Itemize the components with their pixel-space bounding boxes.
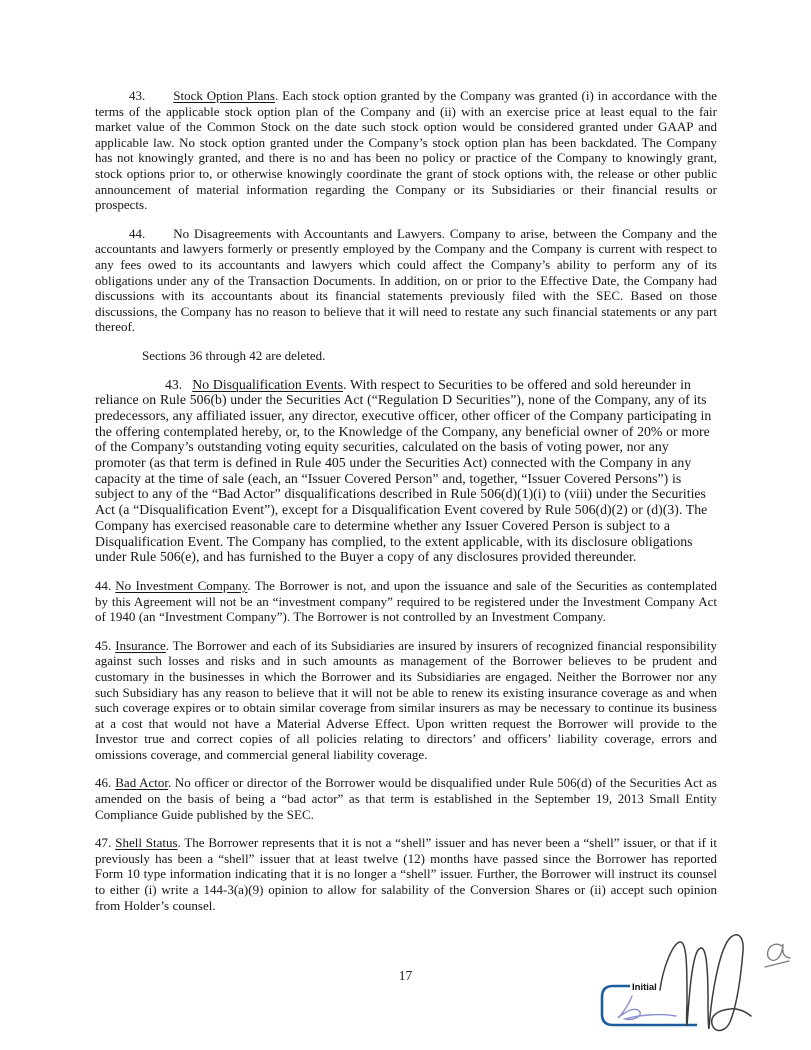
paragraph-44-no-investment-company bbox=[95, 578, 717, 625]
paragraph-text: . Each stock option granted by the Company was granted (i) in accordance with the terms of the applicable stock option plan of the Company and (ii) with an exercise price at least equal to the fair market value of the Common Stock on the date such stock option would be considered granted under GAAP and applicable law. No stock option granted under the Company’s stock option plan has been backdated. The Company has not knowingly granted, and there is no and has been no policy or practice of the Company to knowingly grant, stock options prior to, or otherwise knowingly coordinate the grant of stock options with, the release or other public announcement of material information regarding the Company or its Subsidiaries or their financial results or prospects. bbox=[95, 88, 717, 213]
paragraph-text: . With respect to Securities to be offered and sold hereunder in reliance on Rule 506(b) under the Securities Act (“Regulation D Securities”), none of the Company, any of its predecessors, any affiliated issuer, any director, executive officer, other officer of the Company participating in the offering contemplated hereby, or, to the Knowledge of the Company, any beneficial owner of 20% or more of the Company’s outstanding voting equity securities, calculated on the basis of voting power, nor any promoter (as that term is defined in Rule 405 under the Securities Act) connected with the Company in any capacity at the time of sale (each, an “Issuer Covered Person” and, together, “Issuer Covered Persons”) is subject to any of the “Bad Actor” disqualifications described in Rule 506(d)(1)(i) to (viii) under the Securities Act (a “Disqualification Event”), except for a Disqualification Event covered by Rule 506(d)(2) or (d)(3). The Company has exercised reasonable care to determine whether any Issuer Covered Person is subject to a Disqualification Event. The Company has complied, to the extent applicable, with its disclosure obligations under Rule 506(e), and has furnished to the Buyer a copy of any disclosures provided thereunder. bbox=[95, 376, 712, 565]
sections-deleted-note bbox=[95, 348, 717, 364]
paragraph-text: . The Borrower represents that it is not a “shell” issuer and has never been a “shell” issuer, or that if it previously has been a “shell” issuer that at least twelve (12) months have passed since the Borrower has reported Form 10 type information indicating that it is no longer a “shell” issuer. Further, the Borrower will instruct its counsel to either (i) write a 144-3(a)(9) opinion to allow for salability of the Conversion Shares or (ii) accept such opinion from Holder’s counsel. bbox=[95, 835, 717, 913]
page-number: 17 bbox=[398, 968, 413, 983]
section-number: 44. bbox=[95, 577, 112, 593]
section-number: 45. bbox=[95, 637, 112, 653]
paragraph-text: Company to arise, between the Company and the accountants and lawyers formerly or presently employed by the Company and the Company is current with respect to any fees owed to its accountants and lawyers which could affect the Company’s ability to perform any of its obligations under any of the Transaction Documents. In addition, on or prior to the Effective Date, the Company had discussions with its accountants about its financial statements previously filed with the SEC. Based on those discussions, the Company has no reason to believe that it will need to restate any such financial statements or any part thereof. bbox=[95, 225, 717, 335]
signature-ink bbox=[660, 935, 790, 1031]
paragraph-44-no-disagreements bbox=[95, 226, 717, 335]
section-heading: No Disagreements with Accountants and Lawyers. bbox=[173, 225, 445, 241]
note-text: Sections 36 through 42 are deleted. bbox=[142, 347, 326, 363]
section-number: 47. bbox=[95, 835, 112, 851]
paragraph-47-shell-status bbox=[95, 835, 717, 913]
document-body bbox=[95, 88, 717, 926]
section-heading: Insurance bbox=[115, 637, 166, 653]
paragraph-text: . The Borrower is not, and upon the issuance and sale of the Securities as contemplated by this Agreement will not be an “investment company” required to be registered under the Investment Company Act of 1940 (an “Investment Company”). The Borrower is not controlled by an Investment Company. bbox=[95, 577, 717, 625]
section-heading: No Disqualification Events bbox=[192, 376, 344, 392]
initial-field[interactable] bbox=[602, 982, 697, 1025]
initial-label: Initial bbox=[632, 982, 657, 993]
section-heading: No Investment Company bbox=[115, 577, 248, 593]
section-number: 43. bbox=[129, 88, 146, 103]
section-heading: Bad Actor bbox=[115, 775, 169, 791]
paragraph-45-insurance bbox=[95, 638, 717, 763]
paragraph-43-stock-option-plans bbox=[95, 88, 717, 213]
paragraph-46-bad-actor bbox=[95, 775, 717, 822]
section-number: 44. bbox=[129, 225, 146, 241]
signature-superscript-a bbox=[765, 944, 790, 967]
paragraph-text: . The Borrower and each of its Subsidiaries are insured by insurers of recognized financial responsibility against such losses and risks and in such amounts as management of the Borrower believes to be prudent and customary in the businesses in which the Borrower and its Subsidiaries are engaged. Neither the Borrower nor any such Subsidiary has any reason to believe that it will not be able to renew its existing insurance coverage as and when such coverage expires or to obtain similar coverage from similar insurers as may be necessary to continue its business at a cost that would not have a Material Adverse Effect. Upon written request the Borrower will provide to the Investor true and correct copies of all policies relating to directors’ and officers’ liability coverage, errors and omissions coverage, and commercial general liability coverage. bbox=[95, 637, 717, 762]
section-heading: Shell Status bbox=[115, 835, 178, 851]
paragraph-text: . No officer or director of the Borrower would be disqualified under Rule 506(d) of the Securities Act as amended on the basis of being a “bad actor” as that term is established in the September 19, 2013 Small Entity Compliance Guide published by the SEC. bbox=[95, 775, 717, 822]
paragraph-43-no-disqualification-events bbox=[95, 377, 717, 565]
initial-scribble-icon bbox=[618, 996, 676, 1020]
section-heading: Stock Option Plans bbox=[173, 88, 275, 103]
section-number: 43. bbox=[165, 376, 183, 392]
section-number: 46. bbox=[95, 775, 112, 791]
signature-area bbox=[585, 925, 811, 1050]
